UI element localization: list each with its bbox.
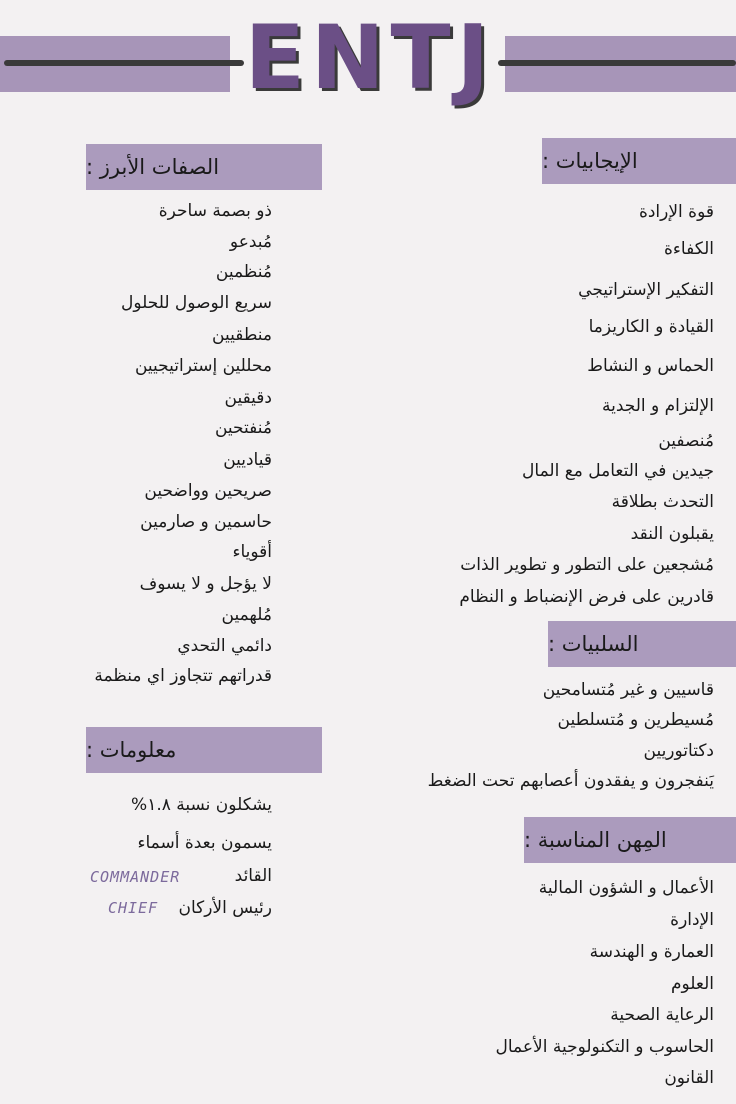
positive-item: قوة الإرادة	[638, 202, 714, 222]
positive-item: القيادة و الكاريزما	[588, 317, 714, 337]
career-item: الأعمال و الشؤون المالية	[538, 878, 714, 898]
info-name-english: COMMANDER	[90, 868, 181, 886]
info-header-label: معلومات :	[86, 738, 177, 762]
info-percentage: يشكلون نسبة ١.٨%	[131, 795, 272, 815]
trait-item: مُنظمين	[215, 262, 272, 282]
trait-item: مُبدعو	[229, 232, 272, 252]
positive-item: قادرين على فرض الإنضباط و النظام	[459, 587, 714, 607]
trait-item: أقوياء	[232, 542, 272, 562]
career-item: العلوم	[670, 974, 714, 994]
positive-item: التفكير الإستراتيجي	[578, 280, 714, 300]
positive-item: الحماس و النشاط	[587, 356, 714, 376]
trait-item: دائمي التحدي	[177, 636, 272, 656]
info-block	[60, 0, 272, 1104]
career-item: العمارة و الهندسة	[589, 942, 714, 962]
positive-item: مُشجعين على التطور و تطوير الذات	[460, 555, 714, 575]
negatives-header-label: السلبيات :	[548, 632, 639, 656]
positive-item: مُنصفين	[658, 431, 714, 451]
career-item: الرعاية الصحية	[610, 1005, 714, 1025]
positive-item: يقبلون النقد	[630, 524, 714, 544]
trait-item: قياديين	[223, 450, 272, 470]
career-item: الإدارة	[670, 910, 714, 930]
traits-header-label: الصفات الأبرز :	[86, 155, 220, 179]
positive-item: الإلتزام و الجدية	[601, 396, 714, 416]
career-item: القانون	[664, 1068, 714, 1088]
trait-item: مُنفتحين	[214, 418, 272, 438]
positive-item: جيدين في التعامل مع المال	[522, 461, 714, 481]
page-title: ENTJ	[244, 6, 496, 109]
negative-item: دكتاتوريين	[643, 741, 714, 761]
positive-item: الكفاءة	[664, 239, 714, 259]
trait-item: سريع الوصول للحلول	[120, 293, 272, 313]
trait-item: دقيقين	[224, 388, 272, 408]
career-item: الحاسوب و التكنولوجية الأعمال	[495, 1037, 714, 1057]
trait-item: حاسمين و صارمين	[140, 512, 272, 532]
info-name-english: CHIEF	[108, 899, 159, 917]
info-names-intro: يسمون بعدة أسماء	[137, 833, 272, 853]
negative-item: مُسيطرين و مُتسلطين	[557, 710, 714, 730]
trait-item: صريحين وواضحين	[144, 481, 272, 501]
trait-item: ذو بصمة ساحرة	[158, 201, 272, 221]
trait-item: لا يؤجل و لا يسوف	[139, 574, 272, 594]
positives-header-label: الإيجابيات :	[542, 149, 638, 173]
positive-item: التحدث بطلاقة	[611, 492, 714, 512]
negative-item: قاسيين و غير مُتسامحين	[542, 680, 714, 700]
info-name-arabic: القائد	[234, 866, 272, 886]
trait-item: قدراتهم تتجاوز اي منظمة	[94, 666, 272, 686]
careers-header-label: المِهن المناسبة :	[524, 828, 667, 852]
trait-item: منطقيين	[212, 325, 272, 345]
careers-list	[380, 0, 714, 1104]
trait-item: مُلهمين	[221, 605, 272, 625]
trait-item: محللين إستراتيجيين	[134, 356, 272, 376]
info-name-arabic: رئيس الأركان	[178, 898, 272, 918]
negative-item: يَنفجرون و يفقدون أعصابهم تحت الضغط	[427, 771, 714, 791]
